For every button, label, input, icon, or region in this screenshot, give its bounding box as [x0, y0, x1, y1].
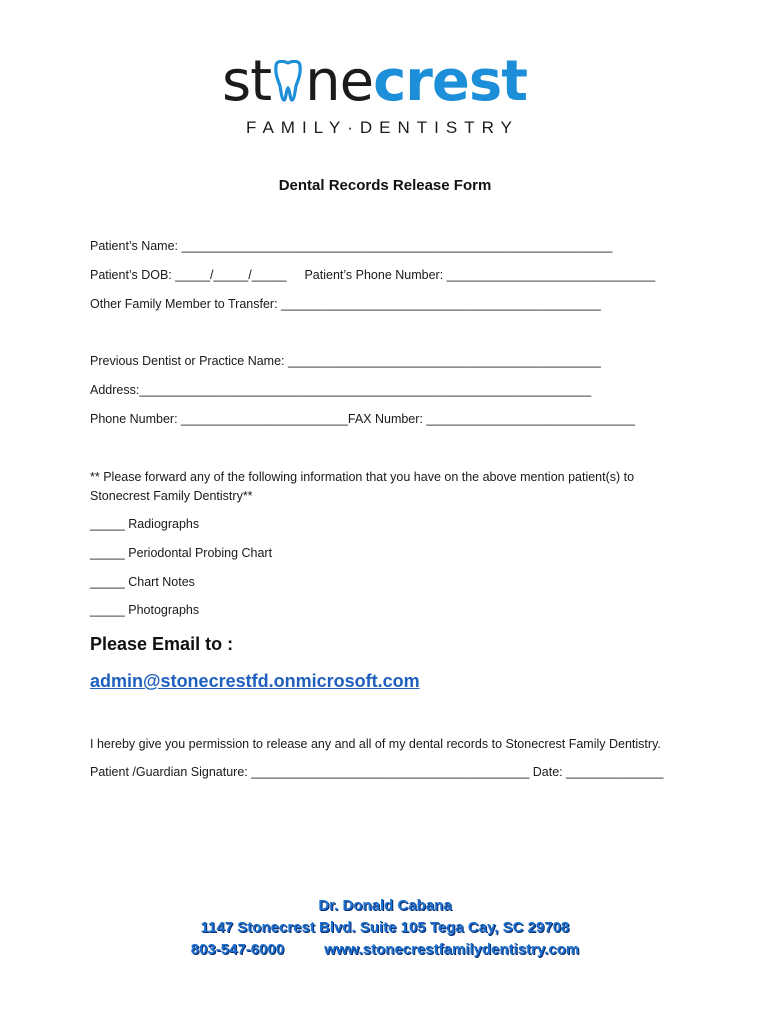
address-line: Address:_________________________________________________________________ [90, 383, 592, 397]
patient-dob-field: Patient’s DOB: _____/_____/_____ [90, 268, 287, 282]
logo-subtitle: FAMILY·DENTISTRY [246, 118, 519, 137]
previous-dentist-line: Previous Dentist or Practice Name: _____________________________________________ [90, 354, 601, 368]
other-family-line: Other Family Member to Transfer: ______________________________________________ [90, 297, 601, 311]
footer-doctor: Dr. Donald Cabana [318, 897, 452, 914]
logo-wordmark [222, 50, 527, 114]
patient-phone-field: Patient’s Phone Number: ______________________________ [304, 268, 656, 282]
logo-word-part-3: crest [373, 49, 527, 114]
patient-dob-phone-line [90, 268, 655, 282]
signature-date-line: Patient /Guardian Signature: ________________________________________ Date: ______________ [90, 765, 664, 779]
forward-note-line-2: Stonecrest Family Dentistry** [90, 489, 253, 503]
tooth-icon [271, 54, 305, 98]
checklist-item-radiographs: _____ Radiographs [90, 517, 200, 531]
footer-address: 1147 Stonecrest Blvd. Suite 105 Tega Cay, SC 29708 [200, 919, 570, 936]
email-heading: Please Email to : [90, 634, 234, 654]
checklist-item-chart-notes: _____ Chart Notes [90, 575, 195, 589]
email-link[interactable]: admin@stonecrestfd.onmicrosoft.com [90, 671, 420, 691]
form-title: Dental Records Release Form [278, 177, 492, 194]
checklist-item-probing-chart: _____ Periodontal Probing Chart [90, 546, 273, 560]
footer-website[interactable]: www.stonecrestfamilydentistry.com [324, 941, 580, 958]
patient-name-line: Patient’s Name: ______________________________________________________________ [90, 239, 613, 253]
forward-note-line-1: ** Please forward any of the following information that you have on the above mention patient(s) to [90, 470, 635, 484]
checklist-item-photographs: _____ Photographs [90, 603, 200, 617]
permission-statement: I hereby give you permission to release any and all of my dental records to Stonecrest Family Dentistry. [90, 737, 661, 751]
footer-contact [0, 941, 770, 958]
practice-logo [220, 50, 560, 142]
logo-word-part-1: st [222, 49, 272, 114]
phone-fax-line: Phone Number: ________________________FAX Number: ______________________________ [90, 412, 635, 426]
footer-phone: 803-547-6000 [190, 941, 285, 958]
logo-word-part-2: ne [305, 49, 374, 114]
